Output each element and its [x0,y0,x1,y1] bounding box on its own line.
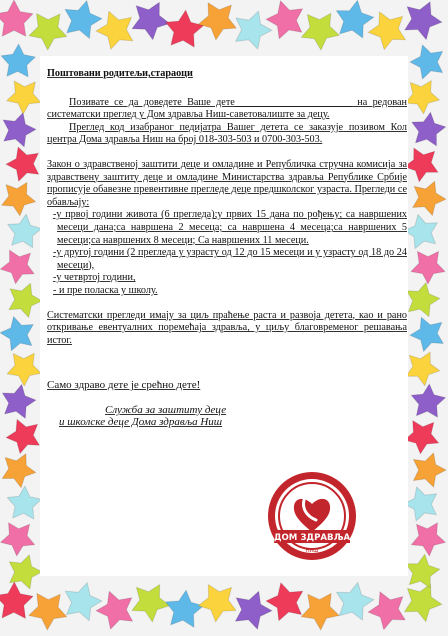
star-decoration [1,523,35,556]
purpose-paragraph: Систематски прегледи имају за циљ праћење раста и развоја детета, као и рано откривање евентуалних поремећаја здравља, у циљу благовременог решавања истог. [47,309,407,346]
star-decoration [7,353,41,386]
star-decoration [6,147,39,181]
law-paragraph: Закон о здравственој заштити деце и омладине и Републичка стручна комисија за здравствену заштиту деце и омладине Министарства здравља Републике Србије прописује обавезне превентивне прегледе деце предшколског узраста. Прегледи се обављају: [47,158,407,208]
star-decoration [266,583,303,621]
star-decoration [235,591,272,629]
star-decoration [7,81,41,114]
star-decoration [65,1,102,39]
signature-line: и школске деце Дома здравља Ниш [59,416,223,429]
star-decoration [6,419,39,453]
star-decoration [266,1,303,39]
star-decoration [8,214,42,248]
logo-subtext: НИШ [305,548,319,554]
star-decoration [166,590,204,627]
star-decoration [301,593,339,630]
star-decoration [236,11,272,49]
star-decoration [411,384,445,417]
star-decoration [404,148,438,182]
star-decoration [412,112,446,146]
star-decoration [0,250,34,284]
star-decoration [407,283,440,317]
star-decoration [65,583,102,621]
star-decoration [3,113,36,147]
exam-schedule-list [47,209,407,297]
star-decoration [301,13,339,50]
star-decoration [406,554,440,588]
star-decoration [132,585,170,622]
star-decoration [198,585,236,622]
appointment-paragraph: Преглед код изабраног педијатра Вашег детета се заказује позивом Кол центра Дома здравља Ниш на број 018-303-503 и 0700-303-503. [47,121,407,146]
star-decoration [410,45,443,79]
list-item: -у првој години живота (6 прегледа);у првих 15 дана по рођењу; са навршених месеци дана;са навршена 2 месеца; са навршена 4 месеца;са навршених 5 месеци;са навршених 8 месеци; Са навршених 11 месеци. [53,209,407,246]
star-decoration [337,582,374,620]
star-decoration [411,523,445,556]
star-decoration [404,215,437,249]
star-decoration [2,384,36,418]
star-decoration [1,44,35,77]
logo-banner-text: ДОМ ЗДРАВЉА [273,533,351,543]
star-decoration [405,81,439,114]
star-decoration [0,0,33,36]
star-decoration [198,3,236,40]
letter-heading: Поштовани родитељи,стараоци [47,68,193,79]
star-decoration [166,10,204,47]
star-decoration [132,2,170,40]
star-decoration [2,454,36,488]
star-decoration [29,593,67,630]
star-decoration [405,584,442,622]
signature-line: Служба за заштиту деце [105,403,227,416]
list-item: - и пре поласка у школу. [53,284,158,296]
star-decoration [7,486,41,519]
star-decoration [2,182,36,216]
star-decoration [96,11,133,49]
star-decoration [404,487,437,521]
star-decoration [405,2,442,40]
list-item: -у четвртој години, [53,272,136,284]
star-decoration [413,181,446,215]
star-decoration [9,283,42,317]
star-decoration [406,352,440,386]
star-decoration [368,592,405,630]
star-decoration [411,251,445,284]
star-decoration [29,14,67,50]
signature-block [47,404,407,429]
closing-line: Само здраво дете је срећно дете! [47,379,201,392]
star-decoration [405,421,439,454]
star-decoration [413,453,446,487]
star-decoration [96,591,133,629]
star-decoration [410,317,443,351]
dom-zdravlja-logo [266,470,358,562]
list-item: -у другој години (2 прегледа у узрасту од 12 до 15 месеци и у узрасту од 18 до 24 месеци), [53,247,407,271]
invitation-paragraph: Позивате се да доведете Ваше дете_______________________ на редован систематски преглед у Дом здравља Ниш-саветовалиште за децу. [47,96,407,121]
star-decoration [0,317,33,351]
letter-body [47,68,407,429]
